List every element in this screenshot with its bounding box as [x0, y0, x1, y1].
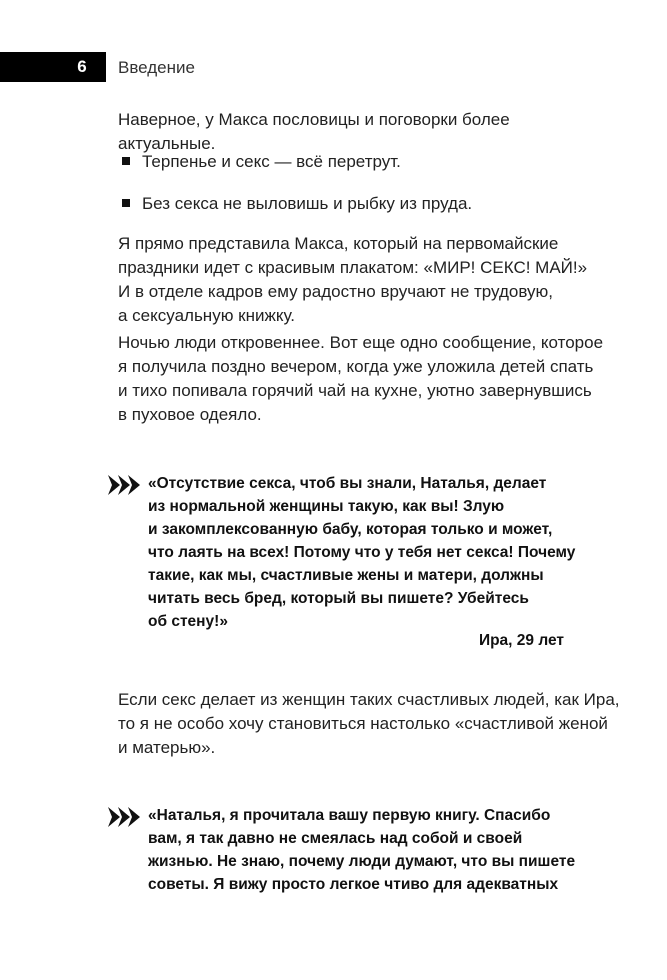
paragraph-1 — [118, 232, 588, 328]
bullet-square-icon — [122, 157, 130, 165]
paragraph-line: и тихо попивала горячий чай на кухне, уютно завернувшись — [118, 381, 592, 400]
paragraph-line: Я прямо представила Макса, который на первомайские — [118, 234, 559, 253]
paragraph-line: И в отделе кадров ему радостно вручают не трудовую, — [118, 282, 553, 301]
quote-line: «Отсутствие секса, чтоб вы знали, Наталья, делает — [148, 475, 547, 492]
bullet-item-2 — [122, 192, 472, 216]
paragraph-line: Ночью люди откровеннее. Вот еще одно сообщение, которое — [118, 333, 604, 352]
bullet-text: Терпенье и секс — всё перетрут. — [142, 152, 401, 171]
paragraph-line: Если секс делает из женщин таких счастливых людей, как Ира, — [118, 690, 620, 709]
bullet-item-1 — [122, 150, 401, 174]
paragraph-line: я получила поздно вечером, когда уже уложила детей спать — [118, 357, 594, 376]
quote-line: и закомплексованную бабу, которая только и может, — [148, 521, 553, 538]
quote-line: что лаять на всех! Потому что у тебя нет секса! Почему — [148, 544, 576, 561]
quote-block-2 — [148, 804, 578, 896]
bullet-square-icon — [122, 199, 130, 207]
quote-line: такие, как мы, счастливые жены и матери, должны — [148, 567, 544, 584]
paragraph-line: то я не особо хочу становиться настолько «счастливой женой — [118, 714, 608, 733]
paragraph-line: и матерью». — [118, 738, 216, 757]
page-number: 6 — [77, 57, 87, 76]
running-head: Введение — [118, 58, 195, 77]
intro-paragraph: Наверное, у Макса пословицы и поговорки более актуальные. — [118, 110, 510, 153]
paragraph-2 — [118, 331, 604, 427]
quote-line: жизнью. Не знаю, почему люди думают, что вы пишете — [148, 853, 576, 870]
bullet-text: Без секса не выловишь и рыбку из пруда. — [142, 194, 473, 213]
quote-line: читать весь бред, который вы пишете? Убейтесь — [148, 590, 529, 607]
quote-line: вам, я так давно не смеялась над собой и своей — [148, 830, 523, 847]
quote-line: «Наталья, я прочитала вашу первую книгу. Спасибо — [148, 807, 551, 824]
quote-block-1 — [148, 472, 578, 633]
paragraph-3 — [118, 688, 620, 760]
quote-line: об стену!» — [148, 613, 228, 630]
quote-arrows-icon — [108, 807, 148, 827]
paragraph-line: праздники идет с красивым плакатом: «МИР! СЕКС! МАЙ!» — [118, 258, 588, 277]
paragraph-line: в пуховое одеяло. — [118, 405, 262, 424]
quote-author: Ира, 29 лет — [478, 632, 564, 649]
quote-arrows-icon — [108, 475, 148, 495]
quote-line: советы. Я вижу просто легкое чтиво для адекватных — [148, 876, 559, 893]
paragraph-line: а сексуальную книжку. — [118, 306, 296, 325]
quote-line: из нормальной женщины такую, как вы! Злую — [148, 498, 505, 515]
